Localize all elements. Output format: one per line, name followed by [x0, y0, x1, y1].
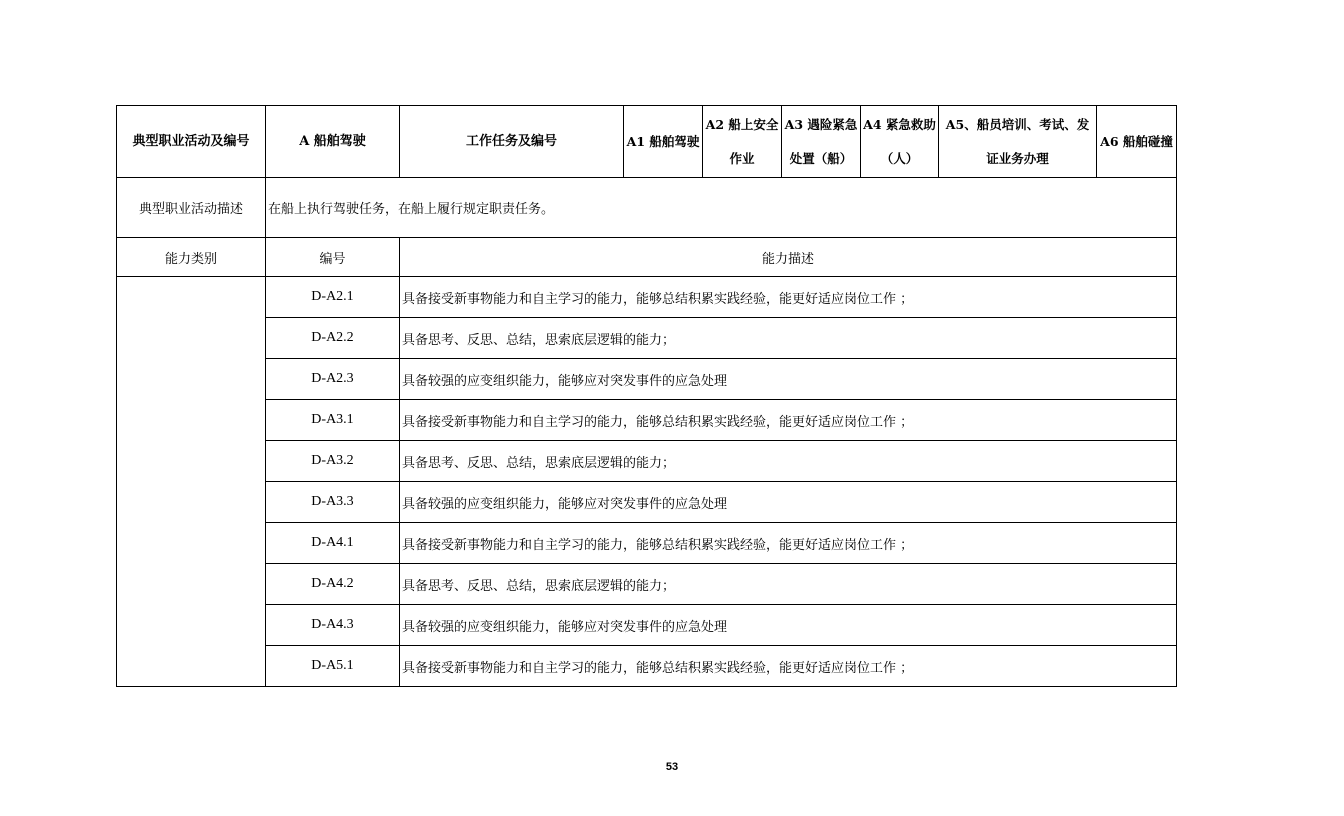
page-number: 53 [665, 761, 679, 773]
capability-code-text: D-A2.1 [311, 289, 354, 304]
capability-text: 具备较强的应变组织能力，能够应对突发事件的应急处理 [400, 482, 1177, 523]
description-label: 典型职业活动描述 [117, 178, 266, 238]
table-row [117, 646, 1177, 687]
capability-code [266, 564, 400, 605]
capability-code-text: D-A4.3 [311, 617, 354, 632]
capability-text: 具备较强的应变组织能力，能够应对突发事件的应急处理 [400, 359, 1177, 400]
task-a3-line1: A3 遇险紧急 [784, 116, 858, 132]
capability-code-text: D-A3.1 [311, 412, 354, 427]
table-row [117, 400, 1177, 441]
task-a4-line1: A4 紧急救助 [863, 116, 936, 132]
task-label: 工作任务及编号 [400, 106, 624, 178]
capability-text: 具备思考、反思、总结，思索底层逻辑的能力； [400, 564, 1177, 605]
activity-value: A 船舶驾驶 [266, 106, 400, 178]
capability-text: 具备较强的应变组织能力，能够应对突发事件的应急处理 [400, 605, 1177, 646]
capability-code-header: 编号 [266, 238, 400, 277]
capability-code-text: D-A3.3 [311, 494, 354, 509]
task-a3-line2: 处置（船） [789, 150, 853, 166]
capability-text: 具备接受新事物能力和自主学习的能力，能够总结积累实践经验，能更好适应岗位工作 ； [400, 646, 1177, 687]
capability-code-text: D-A2.2 [311, 330, 354, 345]
task-a6-line1: A6 船舶碰撞 [1100, 133, 1173, 149]
table-row [117, 564, 1177, 605]
description-row [117, 178, 1177, 238]
task-a1 [624, 106, 703, 178]
task-a5 [939, 106, 1097, 178]
task-a5-line2: 证业务办理 [986, 150, 1049, 166]
capability-code [266, 359, 400, 400]
capability-text: 具备思考、反思、总结，思索底层逻辑的能力； [400, 318, 1177, 359]
task-a6 [1097, 106, 1177, 178]
task-a2-line2: 作业 [729, 150, 755, 166]
capability-code [266, 646, 400, 687]
table-row [117, 523, 1177, 564]
capability-code [266, 441, 400, 482]
capability-category-cell [117, 277, 266, 687]
header-row [117, 106, 1177, 178]
capability-code-text: D-A4.2 [311, 576, 354, 591]
table-row [117, 318, 1177, 359]
capability-desc-header: 能力描述 [400, 238, 1177, 277]
capability-code [266, 523, 400, 564]
capability-code [266, 605, 400, 646]
capability-code [266, 318, 400, 359]
task-a4 [861, 106, 939, 178]
capability-text: 具备接受新事物能力和自主学习的能力，能够总结积累实践经验，能更好适应岗位工作 ； [400, 400, 1177, 441]
capability-text: 具备思考、反思、总结，思索底层逻辑的能力； [400, 441, 1177, 482]
task-a3 [782, 106, 861, 178]
table-row [117, 605, 1177, 646]
capability-code [266, 400, 400, 441]
task-a2 [703, 106, 782, 178]
description-text: 在船上执行驾驶任务，在船上履行规定职责任务。 [266, 178, 1177, 238]
task-a2-line1: A2 船上安全 [705, 116, 779, 132]
task-a5-line1: A5、船员培训、考试、发 [945, 116, 1090, 132]
capability-code-text: D-A3.2 [311, 453, 354, 468]
table-row [117, 359, 1177, 400]
task-a1-line1: A1 船舶驾驶 [626, 133, 700, 149]
capability-header-row [117, 238, 1177, 277]
table-row [117, 482, 1177, 523]
table-row [117, 277, 1177, 318]
task-a4-line2: （人） [880, 150, 919, 166]
capability-code-text: D-A5.1 [311, 658, 354, 673]
activity-label: 典型职业活动及编号 [117, 106, 266, 178]
competency-table [116, 105, 1177, 687]
capability-text: 具备接受新事物能力和自主学习的能力，能够总结积累实践经验，能更好适应岗位工作 ； [400, 523, 1177, 564]
capability-code [266, 277, 400, 318]
capability-text: 具备接受新事物能力和自主学习的能力，能够总结积累实践经验，能更好适应岗位工作 ； [400, 277, 1177, 318]
capability-code-text: D-A2.3 [311, 371, 354, 386]
capability-code [266, 482, 400, 523]
table-row [117, 441, 1177, 482]
capability-category-header: 能力类别 [117, 238, 266, 277]
capability-code-text: D-A4.1 [311, 535, 354, 550]
